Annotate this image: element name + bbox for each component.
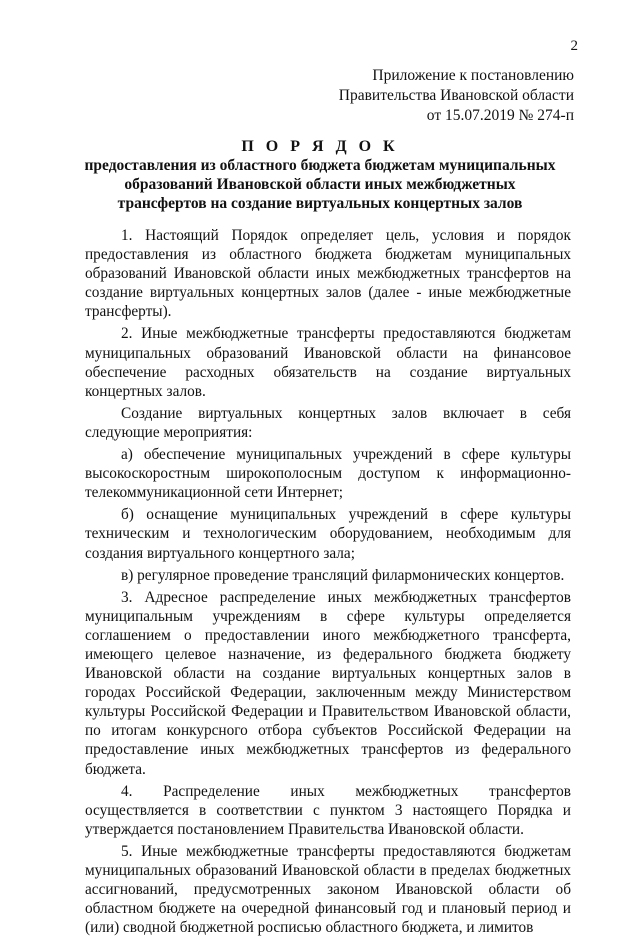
appendix-line: Правительства Ивановской области [338, 87, 574, 104]
paragraph: 5. Иные межбюджетные трансферты предоставляются бюджетам муниципальных образований Ивановской области в пределах бюджетных ассигнований, предусмотренных законом Ивановской области об областном бюджете на очередной финансовый год и плановый период и (или) сводной бюджетной росписью областного бюджета, и лимитов [85, 842, 571, 937]
paragraph: б) оснащение муниципальных учреждений в сфере культуры техническим и технологическим оборудованием, необходимым для создания виртуального концертного зала; [85, 506, 571, 562]
paragraph: а) обеспечение муниципальных учреждений в сфере культуры высокоскоростным широкополосным доступом к информационно-телекоммуникационной сети Интернет; [85, 446, 571, 502]
document-subtitle [70, 156, 570, 213]
subtitle-line: трансфертов на создание виртуальных концертных залов [117, 195, 523, 212]
document-body [85, 226, 571, 940]
paragraph: в) регулярное проведение трансляций филармонических концертов. [121, 566, 565, 584]
paragraph: 3. Адресное распределение иных межбюджетных трансфертов муниципальным учреждениям в сфере культуры определяется соглашением о предоставлении иного межбюджетного трансферта, имеющего целевое назначение, из федерального бюджета бюджету Ивановской области на создание виртуальных концертных залов в городах Российской Федерации, заключенным между Министерством культуры Российской Федерации и Правительством Ивановской области, по итогам конкурсного отбора субъектов Российской Федерации на предоставление иных межбюджетных трансфертов из федерального бюджета. [85, 588, 571, 778]
paragraph: 1. Настоящий Порядок определяет цель, условия и порядок предоставления из областного бюджета бюджетам муниципальных образований Ивановской области иных межбюджетных трансфертов на создание виртуальных концертных залов (далее - иные межбюджетные трансферты). [85, 227, 571, 321]
page-number: 2 [570, 38, 578, 54]
appendix-line: от 15.07.2019 № 274-п [426, 107, 574, 124]
subtitle-line: предоставления из областного бюджета бюджетам муниципальных [84, 157, 556, 174]
document-title: П О Р Я Д О К [241, 138, 399, 155]
appendix-line: Приложение к постановлению [372, 67, 574, 84]
appendix-reference [339, 66, 574, 126]
paragraph: Создание виртуальных концертных залов включает в себя следующие мероприятия: [85, 404, 571, 441]
paragraph: 4. Распределение иных межбюджетных трансфертов осуществляется в соответствии с пунктом 3 настоящего Порядка и утверждается постановлением Правительства Ивановской области. [85, 782, 571, 838]
paragraph: 2. Иные межбюджетные трансферты предоставляются бюджетам муниципальных образований Ивановской области на финансовое обеспечение расходных обязательств на создание виртуальных концертных залов. [85, 325, 571, 400]
subtitle-line: образований Ивановской области иных межбюджетных [124, 176, 516, 193]
